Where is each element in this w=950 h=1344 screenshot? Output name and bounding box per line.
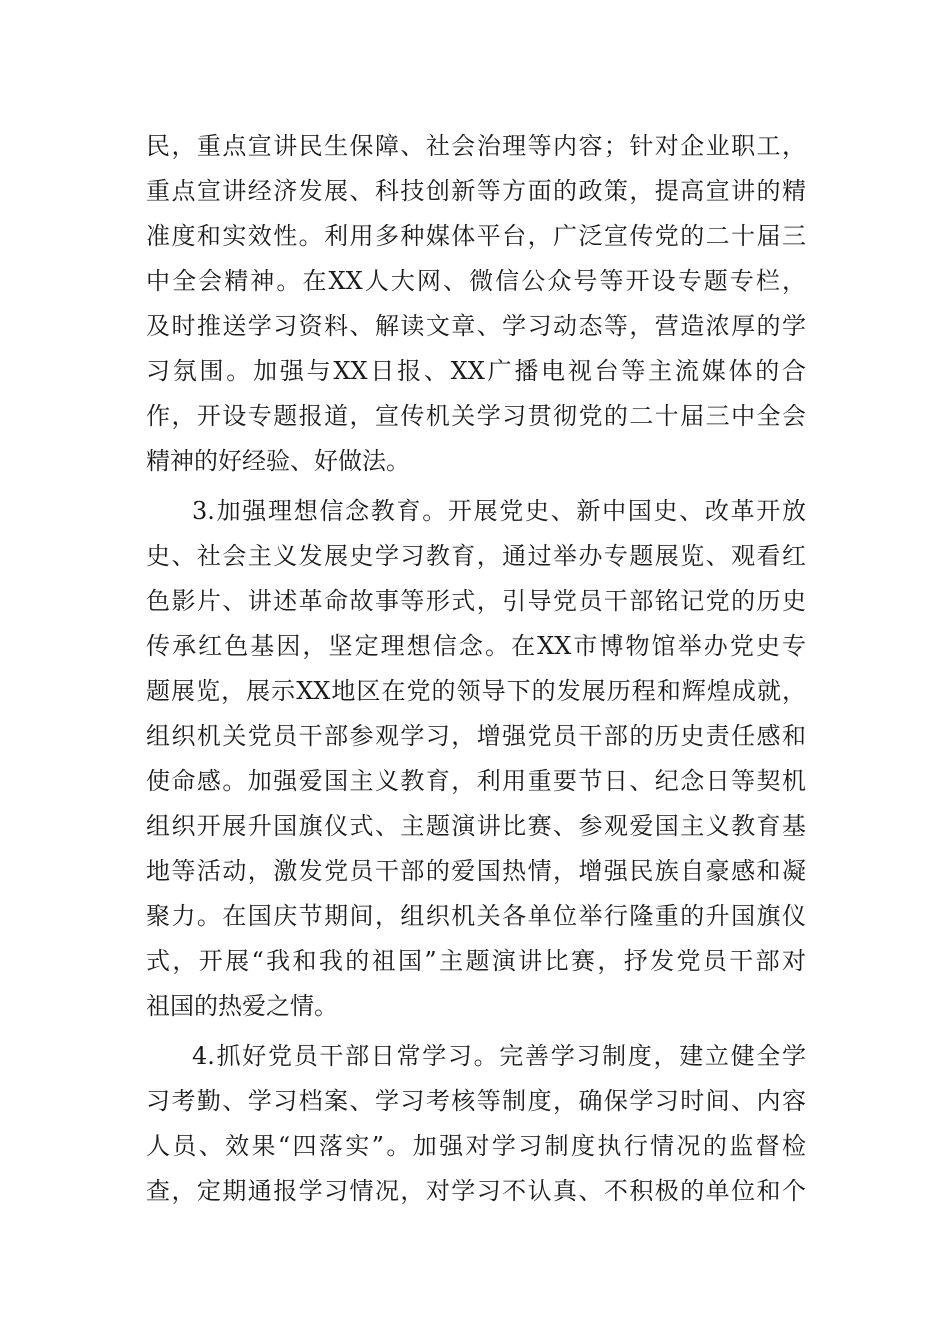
text-line: 中全会精神。在XX人大网、微信公众号等开设专题专栏，: [146, 267, 806, 295]
text-line: 及时推送学习资料、解读文章、学习动态等，营造浓厚的学: [146, 312, 806, 340]
text-line: 重点宣讲经济发展、科技创新等方面的政策，提高宣讲的精: [146, 177, 806, 205]
text-line: 准度和实效性。利用多种媒体平台，广泛宣传党的二十届三: [146, 222, 806, 250]
text-line: 使命感。加强爱国主义教育，利用重要节日、纪念日等契机: [146, 767, 806, 795]
text-line: 习考勤、学习档案、学习考核等制度，确保学习时间、内容: [146, 1087, 806, 1115]
paragraph-ideals-education: [146, 489, 806, 1029]
text-line: 式，开展“我和我的祖国”主题演讲比赛，抒发党员干部对: [146, 947, 806, 975]
text-line: 查，定期通报学习情况，对学习不认真、不积极的单位和个: [146, 1177, 806, 1205]
paragraph-publicity: [146, 124, 806, 484]
text-line: 聚力。在国庆节期间，组织机关各单位举行隆重的升国旗仪: [146, 902, 806, 930]
text-line: 民，重点宣讲民生保障、社会治理等内容；针对企业职工，: [146, 132, 806, 160]
text-line: 组织机关党员干部参观学习，增强党员干部的历史责任感和: [146, 722, 806, 750]
text-line: 3.加强理想信念教育。开展党史、新中国史、改革开放: [192, 497, 806, 525]
paragraph-daily-study: [146, 1034, 806, 1214]
text-line: 祖国的热爱之情。: [146, 992, 338, 1020]
text-line: 组织开展升国旗仪式、主题演讲比赛、参观爱国主义教育基: [146, 812, 806, 840]
text-line: 史、社会主义发展史学习教育，通过举办专题展览、观看红: [146, 542, 806, 570]
text-line: 人员、效果“四落实”。加强对学习制度执行情况的监督检: [146, 1132, 806, 1160]
text-line: 4.抓好党员干部日常学习。完善学习制度，建立健全学: [192, 1042, 806, 1070]
text-line: 题展览，展示XX地区在党的领导下的发展历程和辉煌成就，: [146, 677, 806, 705]
document-body: [146, 124, 806, 1214]
text-line: 色影片、讲述革命故事等形式，引导党员干部铭记党的历史: [146, 587, 806, 615]
text-line: 作，开设专题报道，宣传机关学习贯彻党的二十届三中全会: [146, 402, 806, 430]
text-line: 传承红色基因，坚定理想信念。在XX市博物馆举办党史专: [146, 632, 806, 660]
text-line: 地等活动，激发党员干部的爱国热情，增强民族自豪感和凝: [146, 857, 806, 885]
text-line: 精神的好经验、好做法。: [146, 447, 410, 475]
text-line: 习氛围。加强与XX日报、XX广播电视台等主流媒体的合: [146, 357, 806, 385]
